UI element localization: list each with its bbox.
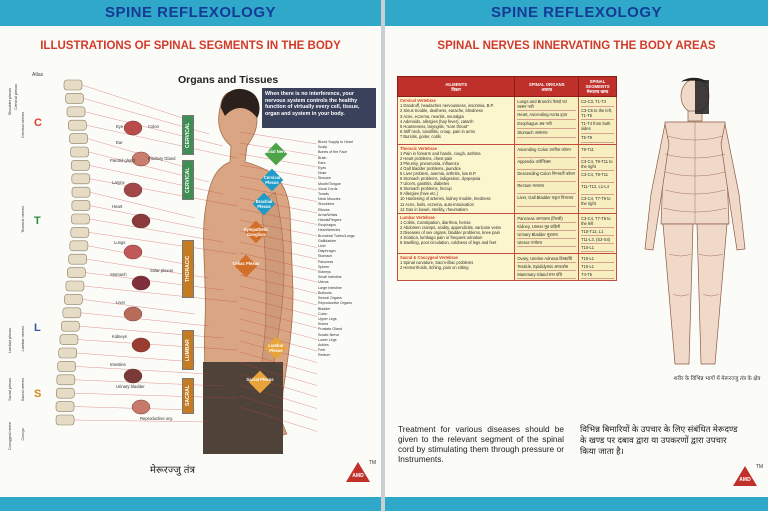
organs-tissues-title: Organs and Tissues [178, 74, 279, 86]
header-segments-en: SPINAL SEGMENTS [585, 79, 610, 90]
plexus-sacral-label: Sacral Plexus [246, 377, 274, 382]
body-area-item: Lower Legs [318, 337, 337, 342]
right-subtitle: SPINAL NERVES INNERVATING THE BODY AREAS [437, 40, 716, 52]
ailment-item: 3 Acne, eczema, neuritis, neuralgia [400, 113, 464, 119]
ailment-item: 7 Ulcers, gastritis, diabetes [400, 181, 450, 187]
ailment-item: 1 Colitis, Constipation, diarrhea, hernia [400, 219, 471, 225]
organ-item: Descending Colon निम्नवर्ती कोलन [517, 170, 576, 182]
nerve-line [81, 313, 209, 326]
header-spinal-organs [515, 77, 579, 97]
body-area-item: Uterus [318, 280, 329, 285]
organ-label-eye: Eye [116, 124, 124, 129]
ailment-item: 4 Adenoids, allergies (hay fever), catarrh [400, 118, 474, 124]
organ-label-liver: Liver [116, 300, 126, 305]
ailment-item: 5 Liver problem, anemia, arthritis, low B.P. [400, 170, 477, 176]
plexus-cranial-label: Cranial Nerves [261, 149, 291, 154]
region-band-cervical-2: CERVICAL [182, 160, 194, 200]
cervical-nerves-label: Cervical nerves [21, 112, 25, 139]
ailment-item: 1 Spinal curvature, Sacro-illiac problems [400, 260, 474, 266]
body-area-item: Sciatic Nerve [318, 332, 340, 337]
header-organs-en: SPINAL ORGANS [528, 81, 565, 87]
organ-item: Esophagus अन्न नली [517, 120, 576, 129]
plexus-sympathetic-label: Sympathetic Ganglion [243, 227, 269, 237]
vertebra [67, 268, 85, 278]
organ-item: Mammary Gland स्तन ग्रंथि [517, 271, 576, 279]
vertebra [72, 187, 90, 197]
sacral-nerves-label: Sacral nerves [21, 378, 25, 402]
organ-label-colon: Colon [148, 124, 159, 129]
ailment-item: 3 Pleurisy, pneumonia, influenza [400, 160, 459, 166]
right-header-bar [385, 0, 768, 26]
organ-item: Heart, Ascending Aorta हृदय [517, 111, 576, 120]
cervical-plexus-label: Cervical plexus [14, 84, 18, 110]
body-area-item: Blood Supply to Head [318, 140, 353, 144]
body-area-item: Feet [318, 348, 326, 353]
nerve-line [75, 380, 223, 386]
ailments-table-body [398, 97, 617, 281]
vertebra [58, 361, 76, 371]
nerve-line [90, 206, 209, 230]
nervous-system-info-box: When there is no interference, your nervous system controls the healthy function of virtually every cell, tissue, organ and system in your body. [262, 88, 376, 128]
ailment-item: 5 Swelling, poor circulation, coldness of legs and feet [400, 240, 497, 246]
body-area-item: Colon [318, 311, 328, 316]
body-area-item: Gallbladder [318, 238, 337, 243]
atlas-label: Atlas [32, 72, 44, 78]
lumbar-nerves-label: Lumbar nerves [21, 326, 25, 352]
segment-item: T1-T4 from both sides [581, 120, 614, 133]
segments-cell [579, 213, 617, 253]
vertebra [69, 254, 87, 264]
vertebra [64, 80, 82, 90]
vertebra [71, 227, 89, 237]
organ-label-pituitary: Pituitary Gland [148, 156, 176, 161]
right-footer-bar [385, 497, 768, 511]
organ-illustration [124, 121, 142, 135]
ailment-item: 6 Stiff neck, tonsillitis, croup, pain in arms [400, 128, 476, 134]
section-title: Sacral & Coccygeal Vertebrae [400, 255, 458, 261]
body-area-item: Bronchial Tubes/Lungs [318, 233, 355, 238]
ailment-item: 11 Acne, boils, eczema, auto-intoxication [400, 201, 474, 207]
nerve-line [85, 273, 223, 290]
region-band-sacral: SACRAL [182, 378, 194, 414]
segment-item: T10-L1 [581, 244, 614, 252]
body-areas-list [318, 140, 378, 359]
nerve-line [86, 125, 237, 158]
coccygeal-nerve-label: Coccygeal nerve [8, 422, 12, 451]
header-organs-hi: अवयव [541, 86, 552, 92]
vertebra [56, 402, 74, 412]
segment-item: C3-C4, T7-T9 to the right [581, 195, 614, 208]
body-area-item: Bladder [318, 306, 331, 311]
header-ailments [398, 77, 515, 97]
segment-item: C3-C4, T9-T11 [581, 171, 614, 183]
header-spinal-segments [579, 77, 617, 97]
right-header-title: SPINE REFLEXOLOGY [490, 4, 663, 21]
organ-label-reproductive: Reproductive org. [140, 416, 174, 421]
left-publisher-logo: AMD TM [346, 462, 370, 484]
body-area-item: Pancreas [318, 259, 334, 264]
left-subtitle: ILLUSTRATIONS OF SPINAL SEGMENTS IN THE BODY [40, 40, 341, 52]
body-area-item: Knees [318, 322, 329, 327]
body-area-item: Reproductive Organs [318, 301, 352, 306]
body-area-item: Bones of the Face [318, 150, 348, 155]
body-area-item: Upper Legs [318, 316, 337, 321]
nerve-line [89, 165, 223, 194]
ailment-item: 8 Stomach problems, hiccup [400, 186, 452, 192]
ailment-item: 9 Allergies (hive etc.) [400, 191, 438, 197]
segment-letter-s: S [34, 388, 42, 400]
table-row [398, 144, 617, 213]
vertebra [71, 147, 89, 157]
segment-item: T10-L1 [581, 255, 614, 263]
organ-item: Urinary Bladder मूत्राशय [517, 231, 576, 239]
vertebra [72, 201, 90, 211]
vertebra [57, 375, 75, 385]
ailments-cell [398, 97, 515, 144]
organ-item: Appendix अपेन्डिक्स [517, 158, 576, 170]
section-title: Thoracic Vertebrae [400, 145, 437, 151]
plexus-brachial-label: Brachial Plexus [255, 199, 273, 209]
organs-cell [515, 144, 579, 213]
segment-item: T10-L1 [581, 263, 614, 271]
organs-cell [515, 97, 579, 144]
organ-illustration [132, 338, 150, 352]
left-footer-bar [0, 497, 381, 511]
ailment-item: 7 Bursitis, goiter, colds [400, 133, 441, 139]
vertebra [71, 160, 89, 170]
ailment-item: 2 Sinus trouble, deafness, earache, blindness [400, 108, 483, 114]
ailment-item: 4 Gall bladder problems, jaundice [400, 165, 461, 171]
organ-illustration [132, 276, 150, 290]
left-hindi-caption: मेरूरज्जु तंत्र [150, 465, 195, 476]
body-area-item: Eyes [318, 166, 326, 171]
body-area-item: Mouth/Tongue [318, 181, 341, 186]
segment-item: C2-C3, T1-T4 [581, 98, 614, 107]
nerve-line [88, 246, 195, 266]
vertebra [70, 134, 88, 144]
vertebra [67, 107, 85, 117]
head-dark-half [695, 80, 709, 114]
organ-illustration [124, 183, 142, 197]
organ-label-stomach: Stomach [110, 272, 127, 277]
ailment-item: 6 Stomach problems, indigestion, dyspepsia [400, 176, 481, 182]
body-area-item: Ankles [318, 342, 329, 347]
body-area-item: Tonsils [318, 192, 329, 197]
organ-item: Testicle, Epididymis अण्डकोष [517, 263, 576, 271]
body-area-item: Ears [318, 160, 326, 165]
segment-item: C3-C5 to the left, T1-T5 [581, 107, 614, 120]
body-area-item: Spleen [318, 264, 330, 269]
coccyx-label: Coccyx [21, 428, 25, 441]
ailment-item: 5 Hoarseness, laryngitis, "sore throat" [400, 123, 469, 129]
vertebra [61, 321, 79, 331]
organ-label-larynx: Larynx [112, 180, 125, 185]
organ-label-kidneys: Kidneys [112, 334, 127, 339]
segment-item: T4-T5 [581, 271, 614, 279]
body-area-item: Buttocks [318, 290, 332, 295]
body-area-item: Rectum [318, 353, 331, 358]
nerve-line [89, 219, 223, 242]
organ-item: Kidney, Ureter मूत्र वाहिनी [517, 223, 576, 231]
vertebra [60, 335, 78, 345]
body-area-item: Vocal Cords [318, 186, 338, 191]
section-title: Cervical Vertebrae [400, 98, 436, 104]
body-area-item: Shoulders [318, 202, 335, 207]
body-area-item: Sinuses [318, 176, 331, 181]
organ-item: Ascending Colon उत्तरिक कोलन [517, 146, 576, 158]
vertebra [63, 308, 81, 318]
treatment-note-english: Treatment for various diseases should be given to the relevant segment of the spinal cord by stimulating them through pressure or Instruments. [398, 424, 564, 464]
ailment-item: 4 Sciatica, lumbago pain or frequent urination [400, 235, 483, 241]
body-area-item: Esophagus [318, 223, 336, 228]
vertebra [72, 174, 90, 184]
ailments-cell [398, 213, 515, 253]
organ-illustration [132, 400, 150, 414]
ailment-item: 12 Gas in bowel, sterility, rheumatism [400, 206, 468, 212]
left-page [0, 0, 381, 511]
ailment-item: 10 Hardening of arteries, kidney trouble, tiredness [400, 196, 491, 202]
organ-label-lungs: Lungs [114, 240, 126, 245]
left-header-title: SPINE REFLEXOLOGY [104, 4, 277, 21]
body-area-item: Sexual Organs [318, 296, 342, 301]
plexus-lumbar-label: Lumbar Plexus [268, 343, 284, 353]
segment-item: T9-T11 [581, 146, 614, 158]
ailment-item: 2 Heart problems, chest pain [400, 155, 453, 161]
region-band-lumbar: LUMBAR [182, 330, 194, 370]
body-area-item: Nose [318, 171, 327, 176]
segment-item: C3-C4, T7-T9 to the left [581, 215, 614, 228]
region-band-cervical: CERVICAL [182, 115, 194, 155]
organ-illustration [124, 245, 142, 259]
body-area-item: Prostate Gland [318, 327, 342, 332]
nerve-line [77, 353, 195, 362]
vertebra [68, 120, 86, 130]
organs-cell [515, 254, 579, 281]
ailment-item: 3 Diseases of sex organs, bladder problems, knee pain [400, 230, 500, 235]
organ-label-parotid: Parotid gland [110, 158, 135, 163]
organs-column [124, 121, 150, 414]
nerve-line [82, 85, 195, 122]
sacral-plexus-label: Sacral plexus [8, 378, 12, 401]
segment-item: T11-T12, L1-L4 [581, 183, 614, 195]
left-header-bar [0, 0, 381, 26]
body-area-item: Small Intestine [318, 275, 342, 280]
ailment-item: 1 Pain in forearm and hands, cough, asthma [400, 150, 481, 156]
thoracic-nerves-label: Thoracic nerves [21, 206, 25, 234]
body-figure-caption: शरीर के विभिन्न भागों में मेरूरज्जु तंत्र के क्षेत्र [673, 376, 761, 382]
organ-label-urinary-bladder: Urinary bladder [116, 384, 145, 389]
treatment-note-hindi: विभिन्न बिमारियों के उपचार के लिए संबंधित मेरूदण्ड के खण्ड पर दबाव द्वारा या उपकरणों द्वारा उपचार किया जाता है। [580, 424, 738, 456]
human-body-dermatome-figure [625, 74, 765, 374]
segments-cell [579, 254, 617, 281]
body-area-item: Hands/Fingers [318, 218, 342, 223]
segment-letter-l: L [34, 322, 41, 334]
organ-item: Liver, Gall Bladder यकृत पित्ताशय [517, 194, 576, 206]
shoulder-plexus-label: Shoulder plexus [8, 88, 12, 116]
body-area-item: Liver [318, 244, 326, 249]
organ-item: Pancreas अग्न्याशय (तिल्ली) [517, 215, 576, 223]
segment-item: T11-L3, (S2-S4) [581, 236, 614, 244]
organ-item: Uterus गर्भाशय [517, 239, 576, 247]
body-area-item: Scalp [318, 145, 327, 150]
body-area-item: Arms/Wrists [318, 212, 338, 217]
body-area-item: Elbows [318, 207, 330, 212]
ailments-cell [398, 144, 515, 213]
table-row [398, 97, 617, 144]
nerve-line [79, 326, 223, 338]
body-area-item: Large Intestine [318, 285, 342, 290]
vertebra [71, 214, 89, 224]
body-area-item: Neck Muscles [318, 197, 341, 202]
organ-item: Rectum मलाशय [517, 182, 576, 194]
organ-illustration [124, 369, 142, 383]
ailment-item: 2 Hemorrhoids, itching, pain on sitting [400, 265, 469, 271]
ailment-item: 2 Abdomen cramps, acidity, appendicitis, varicose veins [400, 224, 501, 230]
organ-label-ear: Ear [116, 140, 123, 145]
segment-item: C3-C4, T9-T11 to the right [581, 158, 614, 171]
vertebrae [56, 80, 90, 425]
organs-cell [515, 213, 579, 253]
body-area-item: Heart/Arteries [318, 228, 341, 233]
right-logo-text: AMD [739, 477, 751, 483]
organ-illustration [132, 214, 150, 228]
organ-item: Stomach आमाशय [517, 129, 576, 138]
organ-label-intestine: Intestine [110, 362, 126, 367]
segment-letter-c: C [34, 117, 42, 129]
table-row [398, 213, 617, 253]
lumbar-plexus-label: Lumbar plexus [8, 328, 12, 353]
vertebra [56, 415, 74, 425]
segments-cell [579, 144, 617, 213]
vertebra [70, 241, 88, 251]
plexus-cervical-label: Cervical Plexus [263, 175, 281, 185]
organ-illustration [124, 307, 142, 321]
body-area-item: Brain [318, 155, 327, 160]
organ-item: Lungs and Bronchi फेफड़े एवं श्वसन नली [517, 98, 576, 111]
vertebra [56, 388, 74, 398]
organ-item: Ovary, Uterine Adnexa डिम्बग्रंथि [517, 255, 576, 263]
segments-cell [579, 97, 617, 144]
body-area-item: Diaphragm [318, 249, 336, 254]
vertebra [64, 294, 82, 304]
organ-label-heart: Heart [112, 204, 123, 209]
vertebra [59, 348, 77, 358]
organ-label-solar-plexus: Solar plexus [150, 268, 174, 273]
ailments-cell [398, 254, 515, 281]
section-title: Lumbar Vertebrae [400, 214, 435, 220]
right-page [385, 0, 768, 511]
plexus-celiac-label: Celiac Plexus [232, 261, 260, 266]
header-segments-hi: मेरूदण्ड खण्ड [586, 89, 609, 95]
ailment-item: 1 Dandruff, headaches nervousness, insomnia, B.P. [400, 103, 494, 109]
body-area-item: Stomach [318, 254, 333, 259]
header-ailments-en: AILMENTS [445, 81, 468, 87]
body-area-item: Kidneys [318, 270, 331, 275]
segment-item: T10-T12, L1 [581, 228, 614, 236]
vertebra [66, 281, 84, 291]
header-ailments-hi: विकार [451, 86, 462, 92]
left-logo-text: AMD [352, 473, 364, 479]
segment-letter-t: T [34, 215, 41, 227]
segment-item: T5-T9 [581, 134, 614, 143]
table-row [398, 254, 617, 281]
region-band-thoracic: THORACIC [182, 240, 194, 298]
vertebra [66, 93, 84, 103]
ailments-table [397, 76, 617, 281]
right-publisher-logo: AMD TM [733, 466, 757, 488]
